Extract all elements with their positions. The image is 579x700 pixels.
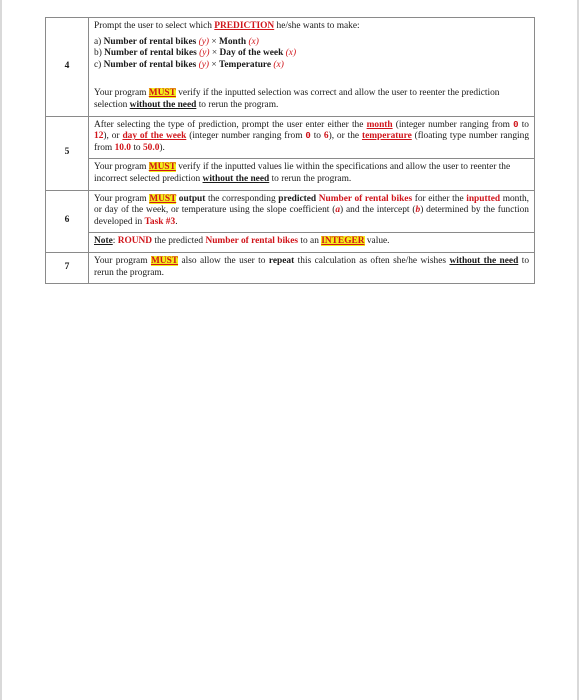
requirements-table <box>45 17 535 284</box>
prompt-line: Prompt the user to select which PREDICTION he/she wants to make: <box>94 21 360 31</box>
row-number: 4 <box>46 18 89 117</box>
row-number: 7 <box>46 252 89 283</box>
table-row <box>46 116 535 190</box>
row-content <box>89 116 535 190</box>
table-row <box>46 18 535 117</box>
prediction-keyword: PREDICTION <box>214 21 275 31</box>
must-highlight: MUST <box>148 162 176 173</box>
row-number: 5 <box>46 116 89 190</box>
table-row <box>46 190 535 252</box>
option-a: a) Number of rental bikes (y) × Month (x) <box>94 36 259 47</box>
repeat-paragraph: Your program MUST also allow the user to repeat this calculation as often she/he wishes without the need to rerun the program. <box>94 255 530 278</box>
verify-paragraph: Your program MUST verify if the inputted selection was correct and allow the user to reenter the prediction selection without the need to rerun the program. <box>94 88 500 110</box>
must-highlight: MUST <box>148 88 176 99</box>
divider <box>89 158 534 159</box>
divider <box>89 232 534 233</box>
option-b: b) Number of rental bikes (y) × Day of the week (x) <box>94 48 297 59</box>
option-c: c) Number of rental bikes (y) × Temperature (x) <box>94 59 284 70</box>
input-paragraph: After selecting the type of prediction, prompt the user enter either the month (integer number ranging from 0 to 12), or day of the week (integer number ranging from 0 to 6), or the temperature (floating type number ranging from 10.0 to 50.0). <box>94 119 530 153</box>
row-content <box>89 252 535 283</box>
verify-paragraph: Your program MUST verify if the inputted values lie within the specifications and allow the user to reenter the incorrect selected prediction without the need to rerun the program. <box>94 162 511 184</box>
must-highlight: MUST <box>150 255 179 266</box>
row-content <box>89 190 535 252</box>
row-number: 6 <box>46 190 89 252</box>
integer-highlight: INTEGER <box>321 236 365 247</box>
must-highlight: MUST <box>149 193 177 204</box>
table-row <box>46 252 535 283</box>
output-paragraph: Your program MUST output the corresponding predicted Number of rental bikes for either the inputted month, or day of the week, or temperature using the slope coefficient (a) and the intercept (b) determined by the function developed in Task #3. <box>94 193 530 227</box>
row-content <box>89 18 535 117</box>
page-border-left <box>0 0 2 700</box>
note-paragraph: Note: ROUND the predicted Number of rental bikes to an INTEGER value. <box>94 236 390 247</box>
